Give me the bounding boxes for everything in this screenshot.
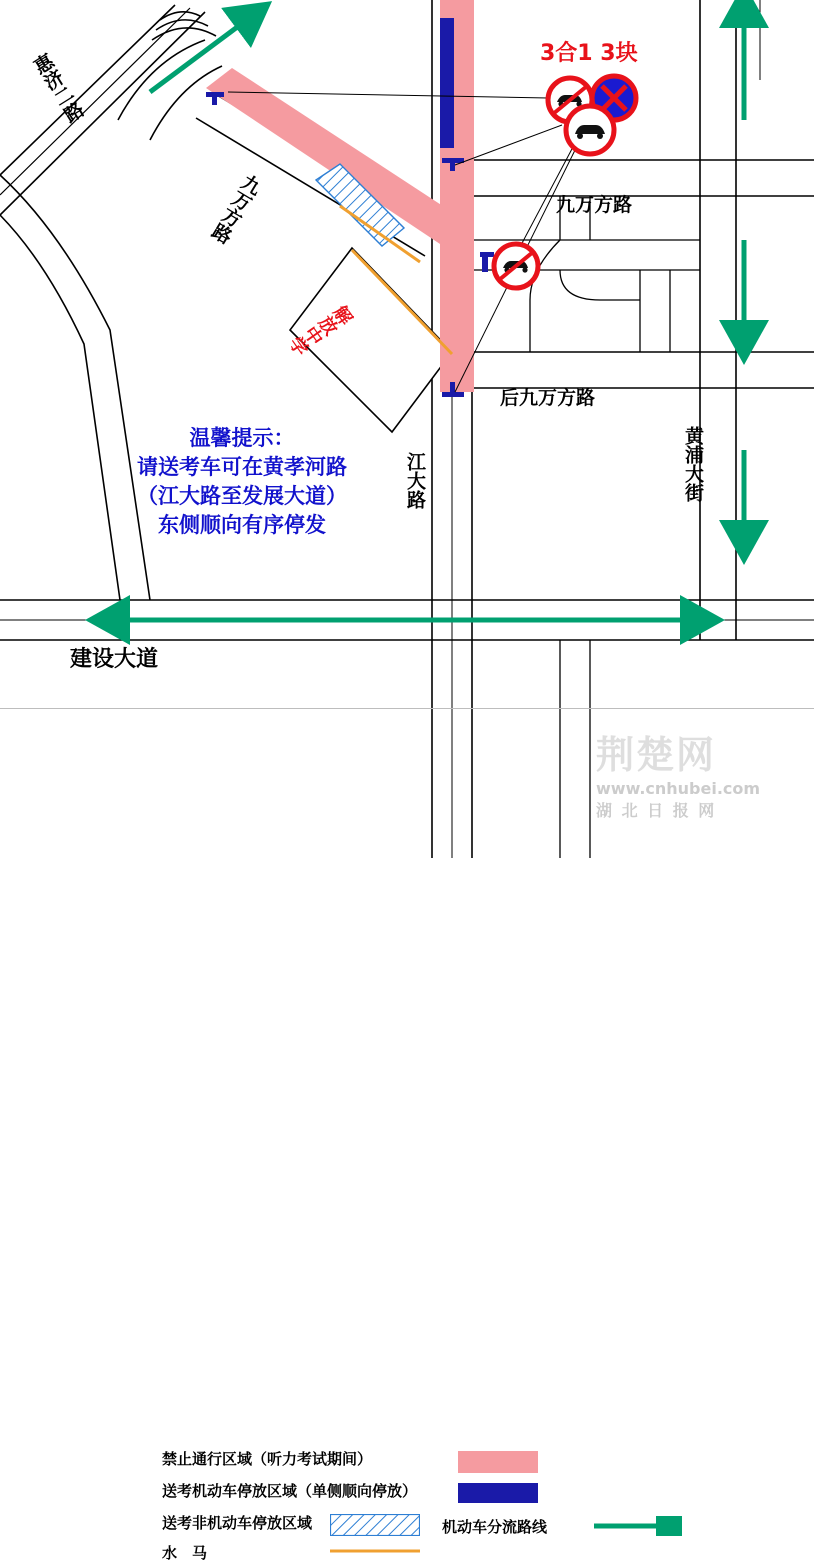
legend-label-no-through-traffic: 禁止通行区域（听力考试期间） bbox=[162, 1450, 373, 1468]
no-stopping-sign-mid bbox=[566, 106, 614, 154]
school-label: 解放中学 bbox=[284, 299, 356, 359]
legend-swatch-pink-block bbox=[458, 1451, 538, 1473]
notice-line-2: 请送考车可在黄孝河路 bbox=[137, 454, 347, 479]
watermark bbox=[596, 724, 810, 821]
legend-swatch-green-arrow bbox=[592, 1516, 682, 1536]
watermark-line-3: 湖 北 日 报 网 bbox=[596, 801, 717, 820]
road-label-jianshedadao: 建设大道 bbox=[70, 647, 159, 672]
road-label-jiangdalu: 江大路 bbox=[403, 452, 426, 509]
legend-divider bbox=[0, 708, 814, 709]
notice-line-3: （江大路至发展大道） bbox=[137, 483, 347, 508]
legend-swatch-hatch-block bbox=[330, 1514, 420, 1536]
no-parking-sign-left bbox=[494, 244, 538, 288]
watermark-line-1: 荆楚网 bbox=[596, 733, 717, 777]
legend-swatch-blue-block bbox=[458, 1483, 538, 1503]
road-label-jiuwanfanglu-west: 九万方路 bbox=[206, 169, 265, 247]
legend-label-water-barrier: 水 马 bbox=[162, 1544, 208, 1562]
road-label-jiuwanfanglu-east: 九万方路 bbox=[556, 194, 633, 216]
legend-swatch-orange-line bbox=[330, 1544, 420, 1558]
legend-label-vehicle-parking: 送考机动车停放区域（单侧顺向停放） bbox=[162, 1482, 418, 1500]
road-label-hou-jiuwanfanglu: 后九万方路 bbox=[500, 387, 596, 409]
road-label-huangpudajie: 黄浦大街 bbox=[681, 426, 704, 502]
notice-line-4: 东侧顺向有序停发 bbox=[158, 512, 326, 537]
notice-line-1: 温馨提示： bbox=[189, 426, 295, 450]
sign-group-label: 3合1 3块 bbox=[540, 41, 638, 66]
road-label-huijilu: 惠济二路 bbox=[27, 50, 87, 127]
watermark-line-2: www.cnhubei.com bbox=[596, 779, 761, 798]
legend-label-diversion-route: 机动车分流路线 bbox=[442, 1518, 548, 1536]
legend-label-nonmotor-parking: 送考非机动车停放区域 bbox=[162, 1514, 313, 1532]
notice-block bbox=[92, 424, 392, 540]
